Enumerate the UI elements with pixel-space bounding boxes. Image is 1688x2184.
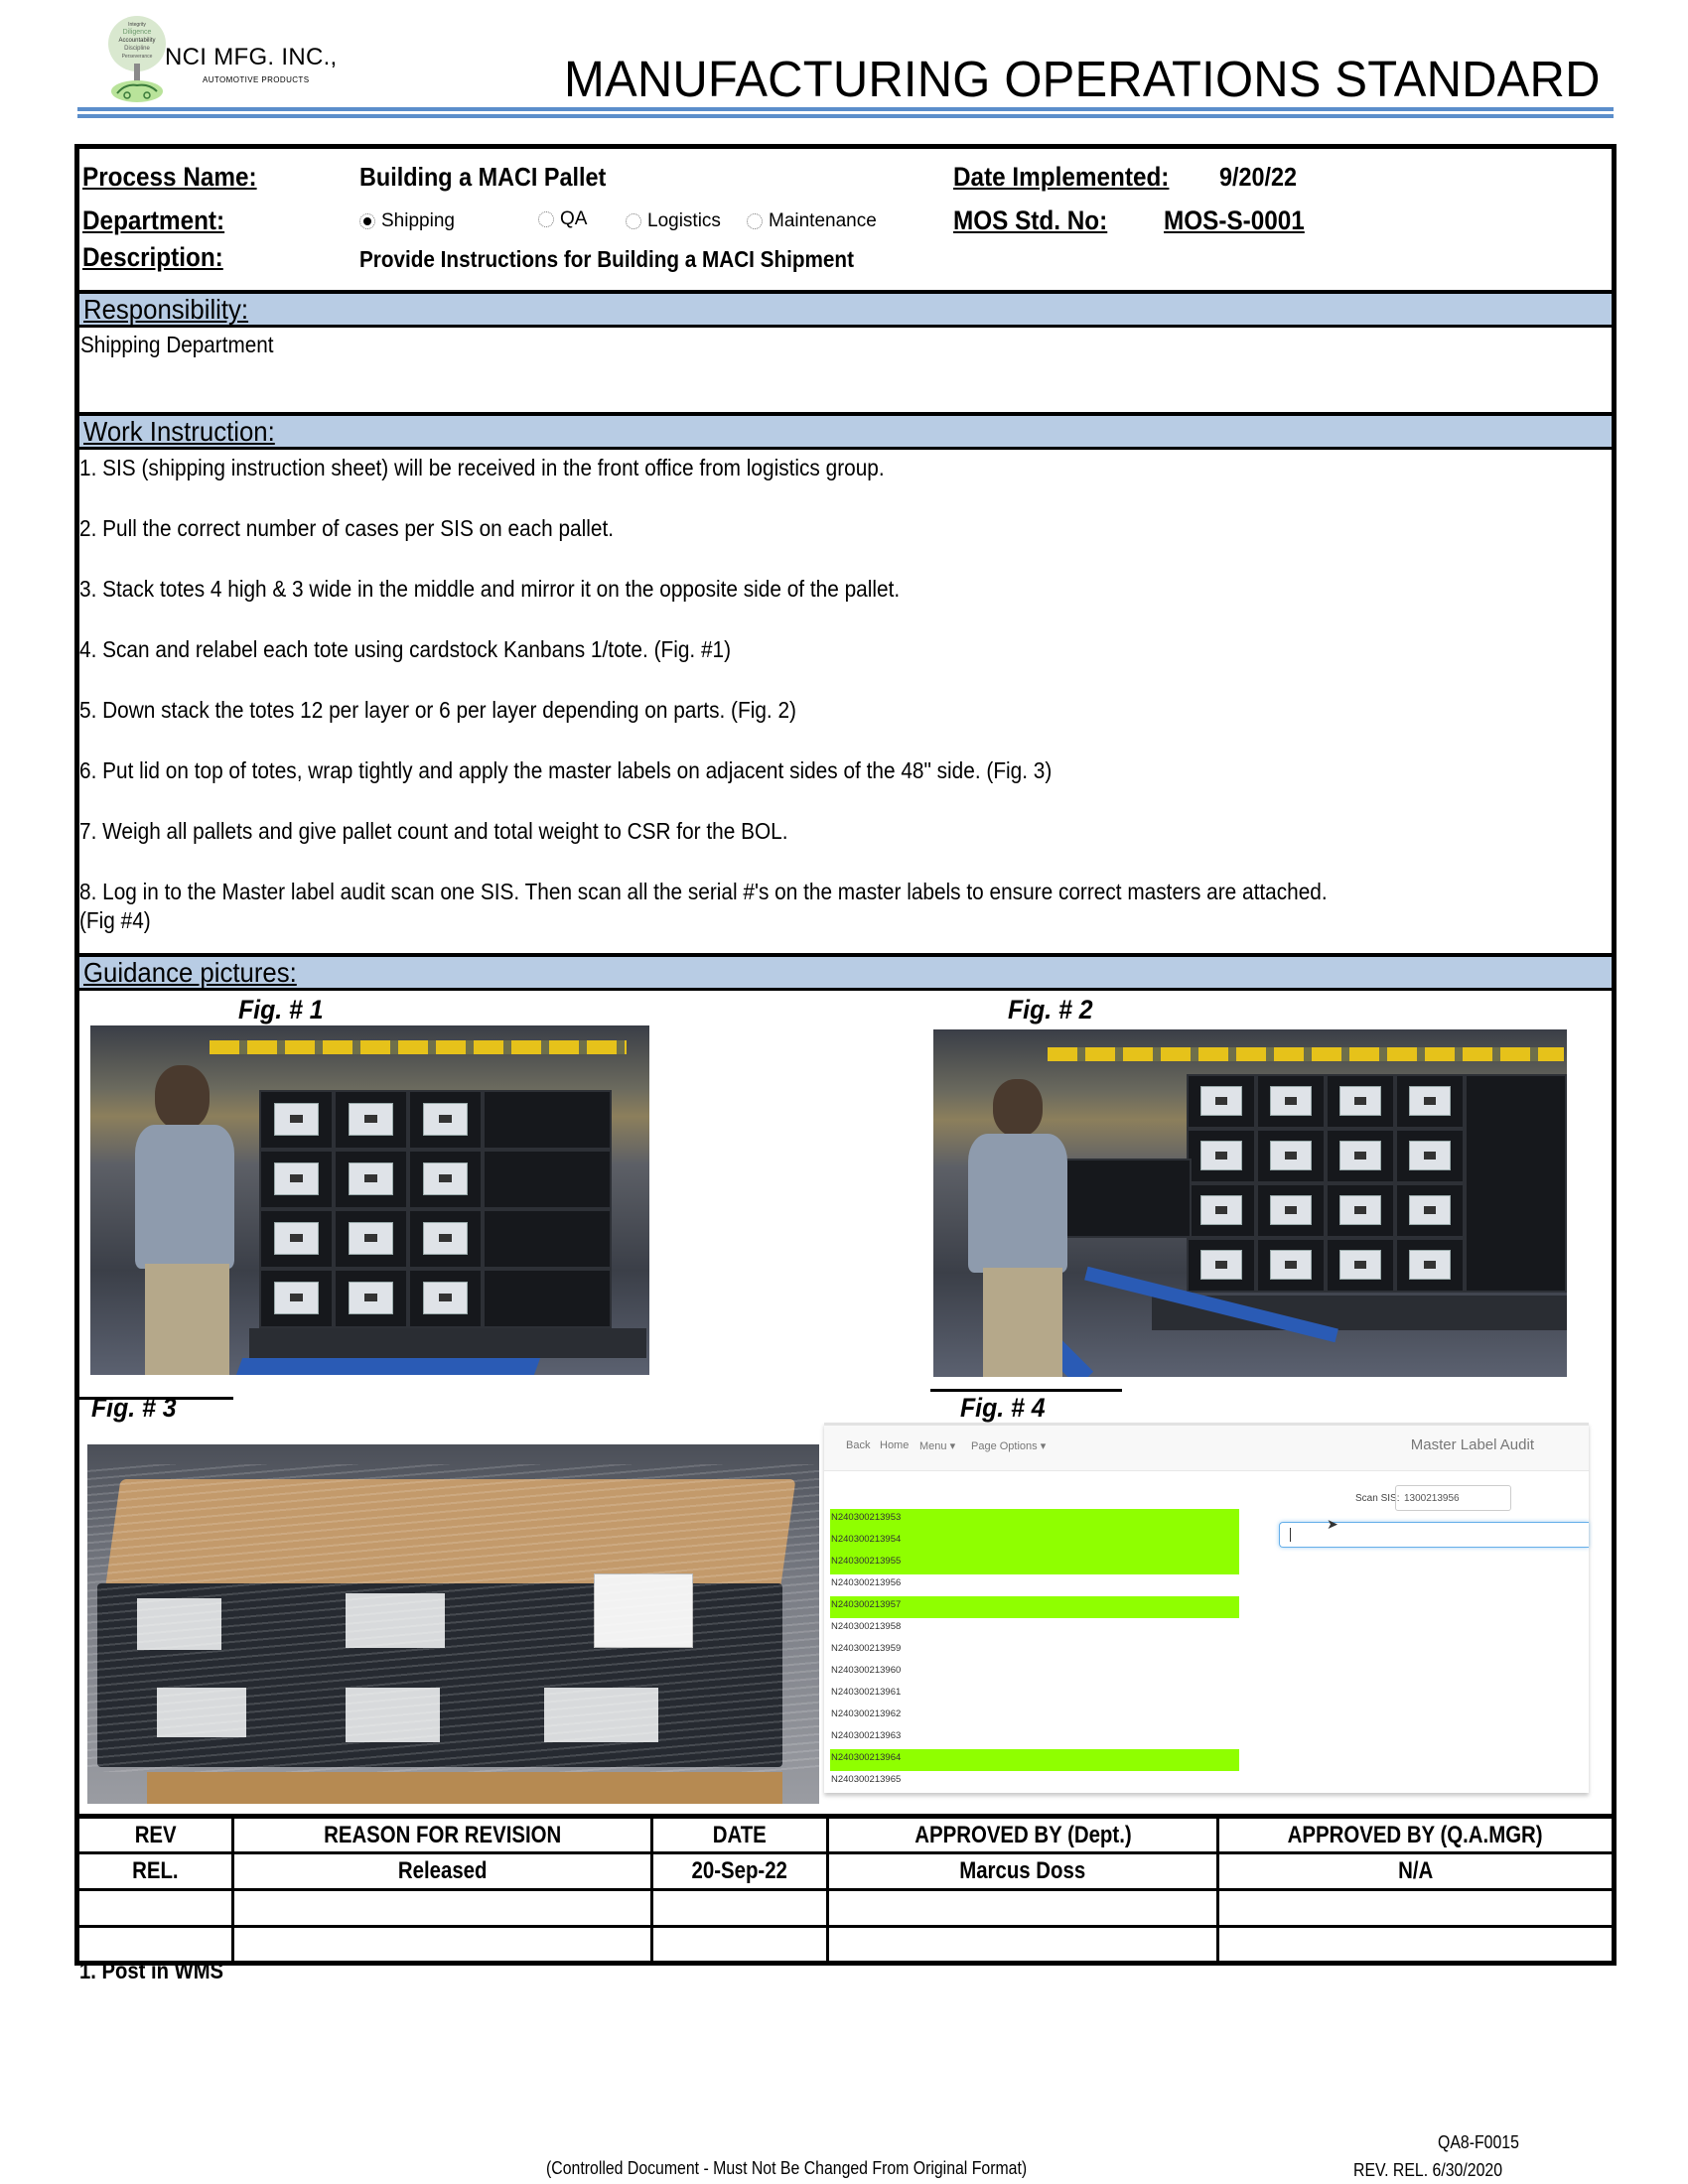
fig-2-photo-down-stacking: [933, 1029, 1567, 1377]
process-name-label: Process Name:: [82, 162, 257, 192]
approved-dept-cell: [828, 1890, 1218, 1927]
fig-4-master-label-audit-screenshot: [824, 1423, 1589, 1793]
radio-selected-icon: [359, 213, 375, 229]
rev-cell: REL.: [77, 1853, 233, 1890]
serial-row-verified: N240300213964: [830, 1749, 1239, 1771]
fig-4-caption: Fig. # 4: [960, 1393, 1046, 1423]
company-name: NCI MFG. INC.,: [165, 44, 338, 70]
mos-std-no-value: MOS-S-0001: [1164, 205, 1305, 235]
description-label: Description:: [82, 242, 223, 272]
date-cell: 20-Sep-22: [652, 1853, 828, 1890]
department-label: Department:: [82, 205, 225, 235]
document-title: MANUFACTURING OPERATIONS STANDARD: [564, 51, 1601, 107]
col-approved-qa-header: APPROVED BY (Q.A.MGR): [1218, 1817, 1615, 1853]
responsibility-section-header: Responsibility:: [79, 290, 1612, 328]
svg-text:Diligence: Diligence: [122, 29, 152, 36]
instruction-step-8-continued: (Fig #4): [79, 907, 151, 933]
radio-unselected-icon: [747, 213, 763, 229]
mouse-pointer-icon: ➤: [1327, 1516, 1338, 1532]
serial-row: N240300213956: [831, 1577, 902, 1588]
approved-dept-cell: [828, 1927, 1218, 1964]
approved-qa-cell: [1218, 1927, 1615, 1964]
radio-qa[interactable]: QA: [538, 208, 587, 230]
fig-1-caption: Fig. # 1: [238, 995, 324, 1024]
revision-table: [74, 1814, 1617, 1966]
company-logo: [99, 12, 357, 106]
serial-list: [830, 1509, 1239, 1793]
responsibility-text: Shipping Department: [80, 332, 274, 357]
scan-sis-label: Scan SIS:: [1355, 1493, 1400, 1504]
serial-row-verified: N240300213955: [830, 1553, 1239, 1574]
radio-shipping[interactable]: Shipping: [359, 210, 455, 232]
post-in-wms-note: 1. Post in WMS: [79, 1958, 224, 1983]
approved-dept-cell: Marcus Doss: [828, 1853, 1218, 1890]
reason-cell: Released: [233, 1853, 652, 1890]
company-tagline: AUTOMOTIVE PRODUCTS: [203, 75, 310, 84]
instruction-step-1: 1. SIS (shipping instruction sheet) will be received in the front office from logistics group.: [79, 455, 885, 480]
serial-row-verified: N240300213954: [830, 1531, 1239, 1553]
instruction-step-3: 3. Stack totes 4 high & 3 wide in the middle and mirror it on the opposite side of the pallet.: [79, 576, 901, 602]
radio-logistics[interactable]: Logistics: [626, 210, 721, 232]
revision-table-row: [77, 1890, 1615, 1927]
serial-row: N240300213961: [831, 1687, 902, 1698]
date-implemented-label: Date Implemented:: [953, 162, 1170, 192]
radio-unselected-icon: [626, 213, 641, 229]
tree-car-logo-icon: [107, 14, 167, 103]
approved-qa-cell: [1218, 1890, 1615, 1927]
controlled-document-notice: (Controlled Document - Must Not Be Changed From Original Format): [546, 2158, 1028, 2178]
col-approved-dept-header: APPROVED BY (Dept.): [828, 1817, 1218, 1853]
nav-menu-dropdown[interactable]: Menu ▾: [919, 1440, 956, 1452]
serial-row: N240300213962: [831, 1708, 902, 1719]
instruction-step-4: 4. Scan and relabel each tote using cardstock Kanbans 1/tote. (Fig. #1): [79, 636, 732, 662]
svg-text:Integrity: Integrity: [128, 22, 146, 28]
work-instruction-section-header: Work Instruction:: [79, 412, 1612, 450]
nav-back-link[interactable]: Back: [846, 1439, 871, 1451]
instruction-step-7: 7. Weigh all pallets and give pallet count and total weight to CSR for the BOL.: [79, 818, 788, 844]
serial-row-verified: N240300213957: [830, 1596, 1239, 1618]
app-navbar: [824, 1426, 1589, 1471]
svg-text:Perseverance: Perseverance: [121, 54, 153, 60]
worker-figure: [953, 1059, 1092, 1377]
nav-page-options-dropdown[interactable]: Page Options ▾: [971, 1440, 1047, 1452]
date-implemented-value: 9/20/22: [1219, 162, 1298, 192]
fig-2-caption: Fig. # 2: [1008, 995, 1093, 1024]
reason-cell: [233, 1927, 652, 1964]
reason-cell: [233, 1890, 652, 1927]
revision-table-header-row: [77, 1817, 1615, 1853]
department-radio-group: [359, 208, 896, 234]
date-cell: [652, 1890, 828, 1927]
fig-1-photo-scanning-totes: [90, 1025, 649, 1375]
serial-row: N240300213960: [831, 1665, 902, 1676]
rev-cell: [77, 1890, 233, 1927]
title-double-rule: [77, 107, 1614, 118]
svg-text:Accountability: Accountability: [118, 38, 156, 44]
radio-maintenance[interactable]: Maintenance: [747, 210, 877, 232]
fig-3-caption: Fig. # 3: [91, 1393, 177, 1423]
form-revision: REV. REL. 6/30/2020: [1353, 2160, 1503, 2180]
col-date-header: DATE: [652, 1817, 828, 1853]
revision-table-row: [77, 1927, 1615, 1964]
serial-row: N240300213959: [831, 1643, 902, 1654]
serial-row: N240300213958: [831, 1621, 902, 1632]
radio-unselected-icon: [538, 211, 554, 227]
serial-row: N240300213963: [831, 1730, 902, 1741]
serial-scan-input[interactable]: [1279, 1522, 1589, 1548]
instruction-step-6: 6. Put lid on top of totes, wrap tightly and apply the master labels on adjacent sides of the 48" side. (Fig. 3): [79, 757, 1053, 783]
app-title: Master Label Audit: [1410, 1436, 1534, 1453]
form-number: QA8-F0015: [1438, 2132, 1519, 2152]
process-name-value: Building a MACI Pallet: [359, 162, 607, 192]
serial-row-verified: N240300213953: [830, 1509, 1239, 1531]
approved-qa-cell: N/A: [1218, 1853, 1615, 1890]
instruction-step-8: 8. Log in to the Master label audit scan one SIS. Then scan all the serial #'s on the master labels to ensure correct masters are attached.: [79, 879, 1328, 904]
mos-std-no-label: MOS Std. No:: [953, 205, 1108, 235]
instruction-step-5: 5. Down stack the totes 12 per layer or 6 per layer depending on parts. (Fig. 2): [79, 697, 796, 723]
serial-row: N240300213965: [831, 1774, 902, 1785]
nav-home-link[interactable]: Home: [880, 1439, 910, 1451]
worker-figure: [115, 1055, 264, 1375]
svg-text:Discipline: Discipline: [124, 46, 150, 52]
date-cell: [652, 1927, 828, 1964]
revision-table-row: [77, 1853, 1615, 1890]
description-value: Provide Instructions for Building a MACI Shipment: [359, 246, 854, 272]
fig-3-photo-wrapped-pallet: [87, 1444, 819, 1804]
instruction-step-2: 2. Pull the correct number of cases per SIS on each pallet.: [79, 515, 615, 541]
col-rev-header: REV: [77, 1817, 233, 1853]
fig-2-frame-bottom-line: [930, 1389, 1122, 1392]
fig-1-frame-line: [74, 1027, 78, 1400]
col-reason-header: REASON FOR REVISION: [233, 1817, 652, 1853]
scan-sis-input[interactable]: 1300213956: [1395, 1485, 1511, 1511]
guidance-pictures-section-header: Guidance pictures:: [79, 953, 1612, 991]
